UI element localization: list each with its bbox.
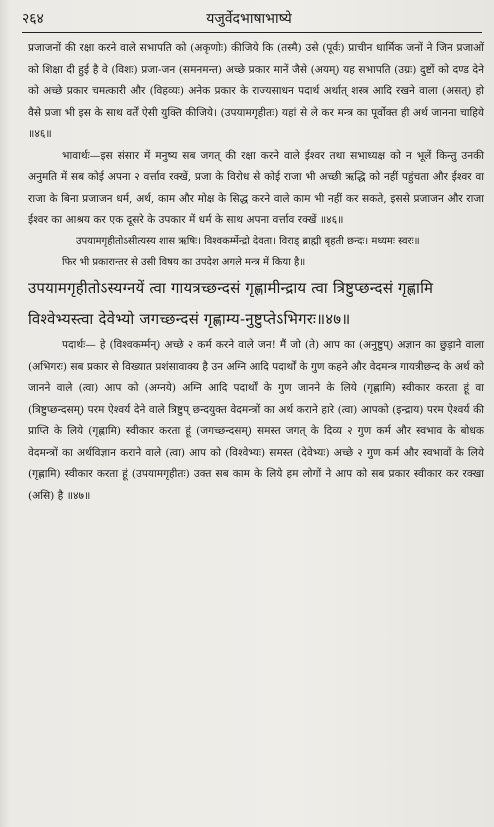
context-note: फिर भी प्रकारान्तर से उसी विषय का उपदेश अगले मन्त्र में किया है॥: [62, 256, 306, 268]
mantra-text-47: उपयामगृहीतोऽस्यग्नयें त्वा गायत्रच्छन्दसं गृह्णामीन्द्राय त्वा त्रिष्टुप्छन्दसं गृह्णामि विश्वेभ्यस्त्वा देवेभ्यो जगच्छन्दसं गृह्णाम्य-नुष्टुप्तेऽभिगरः॥४७॥: [28, 279, 434, 328]
header-rule: [22, 32, 482, 33]
paragraph-commentary-46: प्रजाजनों की रक्षा करने वाले सभापति को (अकृणोः) कीजिये कि (तस्मै) उसे (पूर्वः) प्राचीन धार्मिक जनों ने जिन प्रजाओं को शिक्षा दी हुई है वे (विशः) प्रजा-जन (समनमन्त) अच्छे प्रकार मानें जैसे (अयम्) यह सभापति (उग्रः) दुष्टों को दण्ड देने को अच्छे प्रकार चमत्कारी और (विहव्यः) अनेक प्रकार के राज्यसाधन पदार्थ अर्थात् शस्त्र आदि रखने वाला (असत्) हो वैसे प्रजा भी इस के साथ वर्तें ऐसी युक्ति कीजिये। (उपयामगृहीतः) यहां से ले कर मन्त्र का पूर्वोक्त ही अर्थ जानना चाहिये ॥४६॥: [28, 42, 484, 140]
paragraph-bhavarth-46: भावार्थः—इस संसार में मनुष्य सब जगत् की रक्षा करने वाले ईश्वर तथा सभाध्यक्ष को न भूलें किन्तु उनकी अनुमति में सब कोई अपना २ वर्त्ताव रक्खें, प्रजा के विरोध से कोई राजा भी अच्छी ऋद्धि को नहीं पहुंचता और ईश्वर वा राजा के बिना प्रजाजन धर्म, अर्थ, काम और मोक्ष के सिद्ध करने वाले काम भी नहीं कर सकते, इससे प्रजाजन और राजा ईश्वर का आश्रय कर एक दूसरे के उपकार में धर्म के साथ अपना वर्त्ताव रक्खें ॥४६॥: [28, 149, 484, 226]
page-number: २६४: [22, 10, 44, 27]
mantra-metadata-47: उपयामगृहीतोऽसीत्यस्य शास ऋषिः। विश्वकर्म्मेन्द्रो देवता। विराड् ब्राह्मी बृहती छन्दः। मध्यमः स्वरः॥: [76, 235, 420, 247]
page-header: [22, 6, 476, 30]
paragraph-padarth-47: पदार्थः— हे (विश्वकर्म्मन्) अच्छे २ कर्म करने वाले जन! मैं जो (ते) आप का (अनुष्टुप्) अज्ञान का छुड़ाने वाला (अभिगरः) सब प्रकार से विख्यात प्रशंसावाक्य है उन अग्नि आदि पदार्थों के गुण कहने और वेदमन्त्र गायत्रीछन्द के अर्थ को जानने वाले (त्वा) आप को (अग्नये) अग्नि आदि पदार्थों के गुण जानने के लिये (गृह्णामि) स्वीकार करता हूं वा (त्रिष्टुप्छन्दसम्) परम ऐश्वर्य देने वाले त्रिष्टुप् छन्दयुक्त वेदमन्त्रों का अर्थ कराने हारे (त्वा) आपको (इन्द्राय) परम ऐश्वर्य की प्राप्ति के लिये (गृह्णामि) स्वीकार करता हूं (जगच्छन्दसम्) समस्त जगत् के दिव्य २ गुण कर्म और स्वभाव के बोधक वेदमन्त्रों का अर्थविज्ञान कराने वाले (त्वा) आप को (विश्वेभ्यः) समस्त (देवेभ्यः) अच्छे २ गुण कर्म और स्वभावों के लिये (गृह्णामि) स्वीकार करता हूं (उपयामगृहीतः) उक्त सब काम के लिये हम लोगों ने आप को सब प्रकार स्वीकार कर रक्खा (असि) है ॥४७॥: [28, 339, 484, 502]
running-title: यजुर्वेदभाषाभाष्ये: [206, 10, 292, 27]
page-body: [28, 38, 484, 507]
